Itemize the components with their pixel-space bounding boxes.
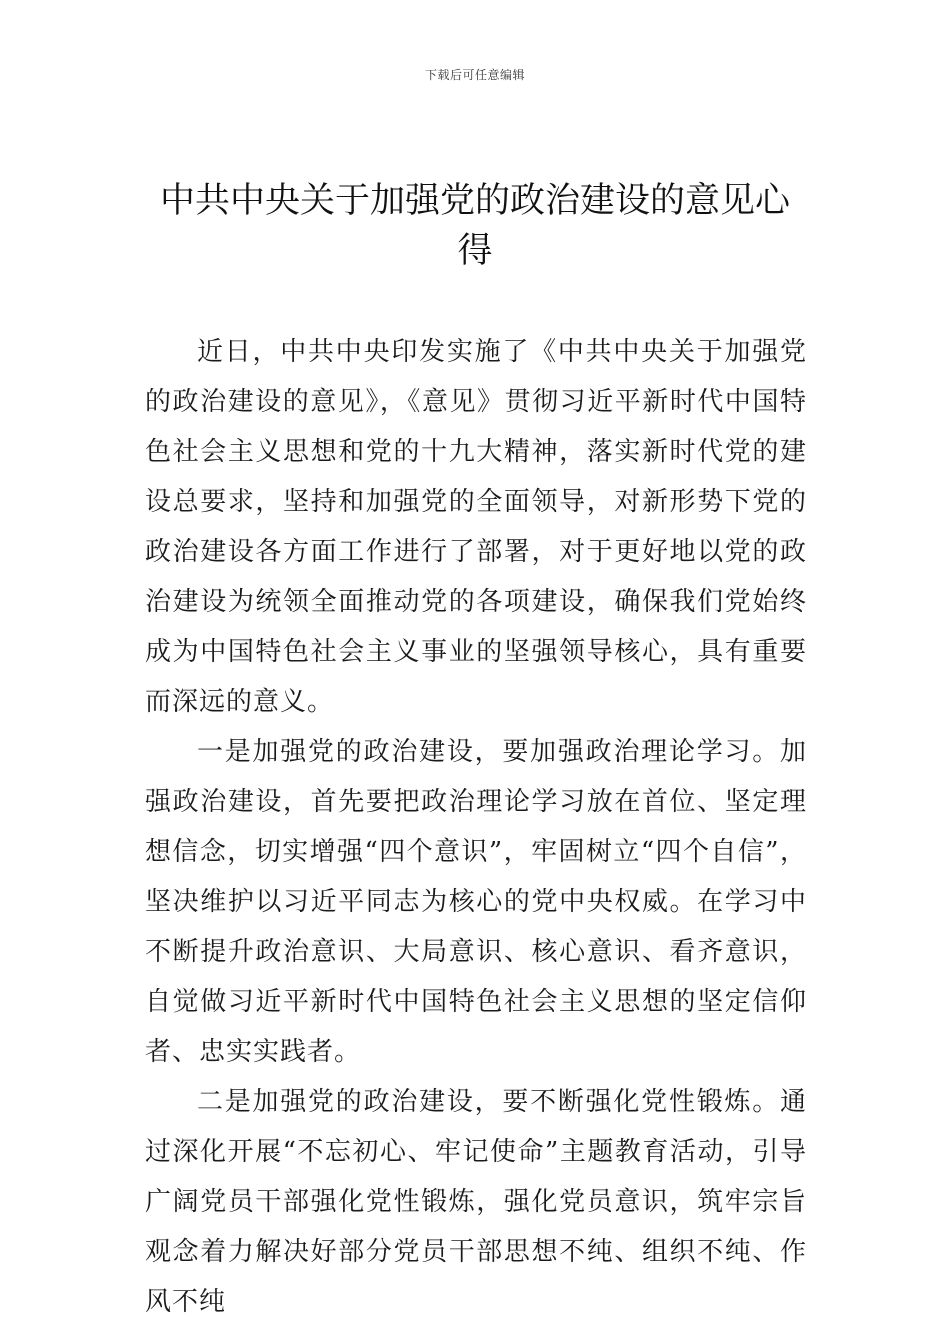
header-note: 下载后可任意编辑 (424, 68, 525, 82)
paragraph-point-two: 二是加强党的政治建设，要不断强化党性锻炼。通过深化开展“不忘初心、牢记使命”主题教育活动，引导广阔党员干部强化党性锻炼，强化党员意识，筑牢宗旨观念着力解决好部分党员干部思想不纯、组织不纯、作风不纯 (145, 1087, 807, 1317)
document-body (145, 327, 807, 1327)
paragraph-point-one: 一是加强党的政治建设，要加强政治理论学习。加强政治建设，首先要把政治理论学习放在首位、坚定理想信念，切实增强“四个意识”，牢固树立“四个自信”，坚决维护以习近平同志为核心的党中央权威。在学习中不断提升政治意识、大局意识、核心意识、看齐意识，自觉做习近平新时代中国特色社会主义思想的坚定信仰者、忠实实践者。 (145, 737, 807, 1067)
document-title: 中共中央关于加强党的政治建设的意见心得 (159, 181, 790, 271)
paragraph-intro: 近日，中共中央印发实施了《中共中央关于加强党的政治建设的意见》，《意见》贯彻习近平新时代中国特色社会主义思想和党的十九大精神，落实新时代党的建设总要求，坚持和加强党的全面领导，对新形势下党的政治建设各方面工作进行了部署，对于更好地以党的政治建设为统领全面推动党的各项建设，确保我们党始终成为中国特色社会主义事业的坚强领导核心，具有重要而深远的意义。 (145, 337, 807, 717)
